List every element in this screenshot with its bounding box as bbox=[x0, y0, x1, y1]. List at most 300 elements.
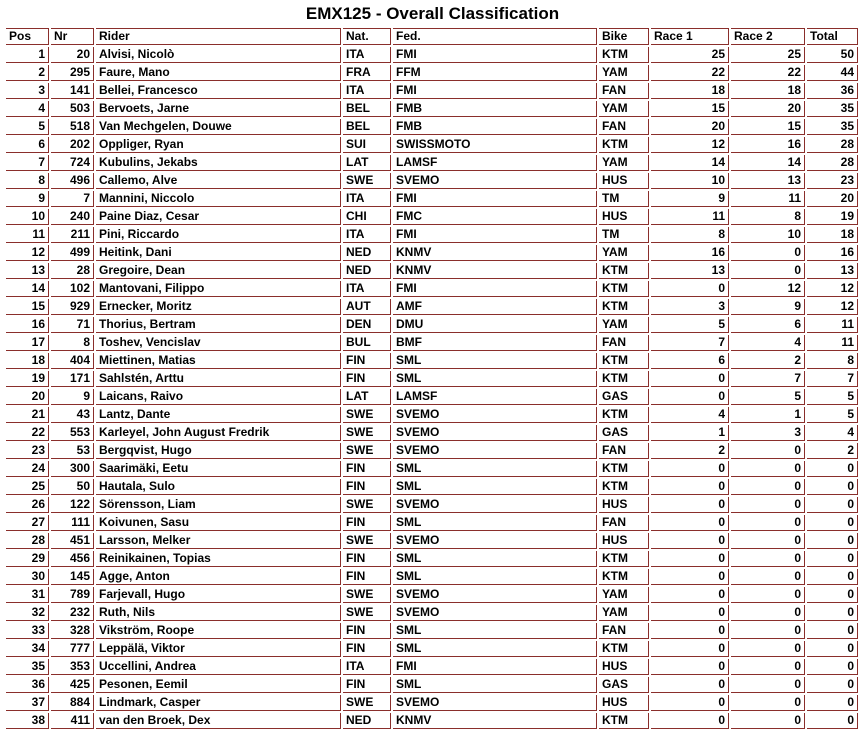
cell-race2: 3 bbox=[731, 425, 805, 441]
cell-fed: FMI bbox=[393, 227, 597, 243]
cell-pos: 4 bbox=[6, 101, 49, 117]
cell-total: 13 bbox=[807, 263, 858, 279]
cell-total: 0 bbox=[807, 713, 858, 729]
cell-race2: 0 bbox=[731, 245, 805, 261]
cell-nat: SWE bbox=[343, 695, 391, 711]
cell-race1: 0 bbox=[651, 389, 729, 405]
cell-rider: Mantovani, Filippo bbox=[96, 281, 341, 297]
cell-nat: FRA bbox=[343, 65, 391, 81]
cell-nat: DEN bbox=[343, 317, 391, 333]
cell-race1: 0 bbox=[651, 551, 729, 567]
table-row bbox=[6, 353, 858, 369]
cell-pos: 21 bbox=[6, 407, 49, 423]
cell-total: 5 bbox=[807, 407, 858, 423]
cell-race2: 2 bbox=[731, 353, 805, 369]
cell-total: 0 bbox=[807, 533, 858, 549]
cell-fed: FMI bbox=[393, 83, 597, 99]
cell-race1: 25 bbox=[651, 47, 729, 63]
cell-nat: NED bbox=[343, 713, 391, 729]
cell-nat: CHI bbox=[343, 209, 391, 225]
cell-fed: SVEMO bbox=[393, 605, 597, 621]
cell-race1: 14 bbox=[651, 155, 729, 171]
cell-nat: FIN bbox=[343, 515, 391, 531]
cell-pos: 31 bbox=[6, 587, 49, 603]
cell-nat: ITA bbox=[343, 47, 391, 63]
cell-nr: 884 bbox=[51, 695, 94, 711]
table-row bbox=[6, 263, 858, 279]
cell-nr: 50 bbox=[51, 479, 94, 495]
cell-race1: 0 bbox=[651, 605, 729, 621]
cell-fed: FMI bbox=[393, 659, 597, 675]
cell-pos: 3 bbox=[6, 83, 49, 99]
cell-nr: 789 bbox=[51, 587, 94, 603]
cell-bike: KTM bbox=[599, 551, 649, 567]
cell-rider: Larsson, Melker bbox=[96, 533, 341, 549]
cell-race1: 0 bbox=[651, 461, 729, 477]
cell-rider: Callemo, Alve bbox=[96, 173, 341, 189]
table-row bbox=[6, 587, 858, 603]
cell-fed: SML bbox=[393, 371, 597, 387]
table-row bbox=[6, 533, 858, 549]
cell-fed: SVEMO bbox=[393, 407, 597, 423]
cell-race1: 0 bbox=[651, 641, 729, 657]
cell-nr: 295 bbox=[51, 65, 94, 81]
cell-total: 0 bbox=[807, 605, 858, 621]
table-row bbox=[6, 623, 858, 639]
cell-race2: 0 bbox=[731, 515, 805, 531]
cell-nr: 111 bbox=[51, 515, 94, 531]
cell-race2: 14 bbox=[731, 155, 805, 171]
cell-nr: 71 bbox=[51, 317, 94, 333]
cell-nr: 451 bbox=[51, 533, 94, 549]
cell-pos: 8 bbox=[6, 173, 49, 189]
cell-fed: LAMSF bbox=[393, 389, 597, 405]
cell-nat: ITA bbox=[343, 83, 391, 99]
cell-race1: 5 bbox=[651, 317, 729, 333]
cell-nat: BEL bbox=[343, 101, 391, 117]
cell-nr: 300 bbox=[51, 461, 94, 477]
table-row bbox=[6, 371, 858, 387]
cell-bike: KTM bbox=[599, 371, 649, 387]
cell-bike: KTM bbox=[599, 461, 649, 477]
cell-race2: 13 bbox=[731, 173, 805, 189]
col-header-total: Total bbox=[807, 28, 858, 45]
cell-rider: Oppliger, Ryan bbox=[96, 137, 341, 153]
cell-fed: AMF bbox=[393, 299, 597, 315]
cell-pos: 32 bbox=[6, 605, 49, 621]
col-header-nat: Nat. bbox=[343, 28, 391, 45]
cell-race1: 0 bbox=[651, 497, 729, 513]
table-row bbox=[6, 227, 858, 243]
cell-bike: FAN bbox=[599, 83, 649, 99]
cell-total: 0 bbox=[807, 497, 858, 513]
cell-pos: 29 bbox=[6, 551, 49, 567]
cell-total: 0 bbox=[807, 587, 858, 603]
cell-nr: 328 bbox=[51, 623, 94, 639]
cell-pos: 12 bbox=[6, 245, 49, 261]
cell-rider: Karleyel, John August Fredrik bbox=[96, 425, 341, 441]
cell-pos: 17 bbox=[6, 335, 49, 351]
cell-race2: 0 bbox=[731, 551, 805, 567]
cell-fed: FMI bbox=[393, 191, 597, 207]
col-header-bike: Bike bbox=[599, 28, 649, 45]
cell-race2: 7 bbox=[731, 371, 805, 387]
cell-fed: SVEMO bbox=[393, 173, 597, 189]
cell-rider: Mannini, Niccolo bbox=[96, 191, 341, 207]
col-header-race1: Race 1 bbox=[651, 28, 729, 45]
cell-nr: 9 bbox=[51, 389, 94, 405]
cell-race2: 0 bbox=[731, 461, 805, 477]
cell-nat: SWE bbox=[343, 605, 391, 621]
cell-fed: KNMV bbox=[393, 713, 597, 729]
cell-nr: 456 bbox=[51, 551, 94, 567]
cell-nr: 724 bbox=[51, 155, 94, 171]
cell-race1: 0 bbox=[651, 371, 729, 387]
cell-pos: 28 bbox=[6, 533, 49, 549]
cell-race2: 0 bbox=[731, 497, 805, 513]
cell-race1: 7 bbox=[651, 335, 729, 351]
cell-nat: NED bbox=[343, 245, 391, 261]
cell-fed: FMC bbox=[393, 209, 597, 225]
cell-nr: 28 bbox=[51, 263, 94, 279]
cell-pos: 22 bbox=[6, 425, 49, 441]
cell-fed: SML bbox=[393, 353, 597, 369]
cell-race2: 0 bbox=[731, 443, 805, 459]
col-header-nr: Nr bbox=[51, 28, 94, 45]
cell-nr: 211 bbox=[51, 227, 94, 243]
cell-total: 28 bbox=[807, 155, 858, 171]
cell-fed: SML bbox=[393, 569, 597, 585]
cell-total: 23 bbox=[807, 173, 858, 189]
cell-total: 2 bbox=[807, 443, 858, 459]
cell-fed: SVEMO bbox=[393, 425, 597, 441]
cell-bike: KTM bbox=[599, 353, 649, 369]
cell-race2: 0 bbox=[731, 623, 805, 639]
cell-race2: 22 bbox=[731, 65, 805, 81]
cell-bike: YAM bbox=[599, 317, 649, 333]
cell-race1: 1 bbox=[651, 425, 729, 441]
cell-total: 0 bbox=[807, 695, 858, 711]
table-row bbox=[6, 443, 858, 459]
cell-total: 11 bbox=[807, 335, 858, 351]
cell-race2: 25 bbox=[731, 47, 805, 63]
cell-nr: 425 bbox=[51, 677, 94, 693]
cell-nr: 7 bbox=[51, 191, 94, 207]
table-row bbox=[6, 389, 858, 405]
cell-total: 5 bbox=[807, 389, 858, 405]
cell-race1: 15 bbox=[651, 101, 729, 117]
cell-nr: 43 bbox=[51, 407, 94, 423]
cell-rider: Toshev, Vencislav bbox=[96, 335, 341, 351]
cell-bike: FAN bbox=[599, 515, 649, 531]
cell-bike: GAS bbox=[599, 677, 649, 693]
cell-race2: 6 bbox=[731, 317, 805, 333]
cell-nat: LAT bbox=[343, 155, 391, 171]
cell-nat: LAT bbox=[343, 389, 391, 405]
cell-race1: 16 bbox=[651, 245, 729, 261]
cell-bike: YAM bbox=[599, 587, 649, 603]
cell-nat: SWE bbox=[343, 533, 391, 549]
cell-race2: 20 bbox=[731, 101, 805, 117]
col-header-fed: Fed. bbox=[393, 28, 597, 45]
table-row bbox=[6, 713, 858, 729]
cell-total: 19 bbox=[807, 209, 858, 225]
cell-pos: 13 bbox=[6, 263, 49, 279]
cell-race1: 0 bbox=[651, 569, 729, 585]
cell-nat: FIN bbox=[343, 677, 391, 693]
cell-total: 44 bbox=[807, 65, 858, 81]
cell-race2: 8 bbox=[731, 209, 805, 225]
cell-race2: 12 bbox=[731, 281, 805, 297]
cell-race2: 18 bbox=[731, 83, 805, 99]
cell-fed: SVEMO bbox=[393, 695, 597, 711]
cell-fed: BMF bbox=[393, 335, 597, 351]
cell-fed: FMB bbox=[393, 119, 597, 135]
table-body bbox=[6, 47, 858, 729]
cell-race2: 4 bbox=[731, 335, 805, 351]
cell-fed: SVEMO bbox=[393, 533, 597, 549]
cell-rider: Faure, Mano bbox=[96, 65, 341, 81]
cell-nat: BUL bbox=[343, 335, 391, 351]
cell-nat: FIN bbox=[343, 551, 391, 567]
cell-total: 18 bbox=[807, 227, 858, 243]
cell-bike: KTM bbox=[599, 569, 649, 585]
cell-rider: Pini, Riccardo bbox=[96, 227, 341, 243]
cell-bike: KTM bbox=[599, 299, 649, 315]
cell-pos: 36 bbox=[6, 677, 49, 693]
cell-rider: Agge, Anton bbox=[96, 569, 341, 585]
cell-rider: Lantz, Dante bbox=[96, 407, 341, 423]
cell-nat: ITA bbox=[343, 281, 391, 297]
cell-bike: FAN bbox=[599, 443, 649, 459]
cell-total: 0 bbox=[807, 677, 858, 693]
cell-bike: HUS bbox=[599, 209, 649, 225]
cell-nr: 53 bbox=[51, 443, 94, 459]
table-row bbox=[6, 461, 858, 477]
cell-bike: YAM bbox=[599, 101, 649, 117]
cell-total: 0 bbox=[807, 569, 858, 585]
cell-rider: Uccellini, Andrea bbox=[96, 659, 341, 675]
cell-race2: 0 bbox=[731, 659, 805, 675]
table-row bbox=[6, 299, 858, 315]
cell-rider: Alvisi, Nicolò bbox=[96, 47, 341, 63]
cell-pos: 34 bbox=[6, 641, 49, 657]
cell-bike: YAM bbox=[599, 65, 649, 81]
table-row bbox=[6, 65, 858, 81]
cell-total: 11 bbox=[807, 317, 858, 333]
page-title: EMX125 - Overall Classification bbox=[305, 4, 560, 23]
cell-total: 12 bbox=[807, 299, 858, 315]
cell-nr: 141 bbox=[51, 83, 94, 99]
cell-bike: KTM bbox=[599, 137, 649, 153]
cell-rider: Thorius, Bertram bbox=[96, 317, 341, 333]
cell-rider: Leppälä, Viktor bbox=[96, 641, 341, 657]
table-row bbox=[6, 83, 858, 99]
table-row bbox=[6, 317, 858, 333]
table-row bbox=[6, 515, 858, 531]
cell-rider: Saarimäki, Eetu bbox=[96, 461, 341, 477]
cell-bike: YAM bbox=[599, 605, 649, 621]
cell-race1: 0 bbox=[651, 623, 729, 639]
cell-bike: KTM bbox=[599, 641, 649, 657]
cell-rider: Ruth, Nils bbox=[96, 605, 341, 621]
cell-nr: 202 bbox=[51, 137, 94, 153]
cell-rider: Bellei, Francesco bbox=[96, 83, 341, 99]
cell-fed: SML bbox=[393, 677, 597, 693]
cell-fed: SML bbox=[393, 641, 597, 657]
cell-nr: 145 bbox=[51, 569, 94, 585]
cell-race1: 0 bbox=[651, 587, 729, 603]
cell-pos: 9 bbox=[6, 191, 49, 207]
cell-bike: GAS bbox=[599, 425, 649, 441]
cell-bike: YAM bbox=[599, 155, 649, 171]
cell-nr: 102 bbox=[51, 281, 94, 297]
cell-pos: 10 bbox=[6, 209, 49, 225]
cell-nat: ITA bbox=[343, 191, 391, 207]
cell-nat: ITA bbox=[343, 227, 391, 243]
cell-nr: 929 bbox=[51, 299, 94, 315]
cell-fed: SML bbox=[393, 461, 597, 477]
cell-total: 50 bbox=[807, 47, 858, 63]
cell-fed: SVEMO bbox=[393, 587, 597, 603]
cell-pos: 25 bbox=[6, 479, 49, 495]
cell-nr: 232 bbox=[51, 605, 94, 621]
cell-race1: 6 bbox=[651, 353, 729, 369]
table-row bbox=[6, 335, 858, 351]
cell-fed: FFM bbox=[393, 65, 597, 81]
cell-rider: Sahlstén, Arttu bbox=[96, 371, 341, 387]
cell-fed: SWISSMOTO bbox=[393, 137, 597, 153]
cell-fed: FMB bbox=[393, 101, 597, 117]
cell-nr: 353 bbox=[51, 659, 94, 675]
cell-rider: Heitink, Dani bbox=[96, 245, 341, 261]
cell-total: 7 bbox=[807, 371, 858, 387]
cell-nr: 8 bbox=[51, 335, 94, 351]
cell-nat: SWE bbox=[343, 173, 391, 189]
cell-rider: Kubulins, Jekabs bbox=[96, 155, 341, 171]
cell-race1: 18 bbox=[651, 83, 729, 99]
cell-race2: 16 bbox=[731, 137, 805, 153]
cell-pos: 23 bbox=[6, 443, 49, 459]
cell-fed: SVEMO bbox=[393, 443, 597, 459]
table-row bbox=[6, 407, 858, 423]
cell-rider: van den Broek, Dex bbox=[96, 713, 341, 729]
cell-race1: 0 bbox=[651, 479, 729, 495]
cell-total: 0 bbox=[807, 515, 858, 531]
cell-pos: 33 bbox=[6, 623, 49, 639]
cell-nat: FIN bbox=[343, 623, 391, 639]
table-row bbox=[6, 641, 858, 657]
table-row bbox=[6, 137, 858, 153]
cell-fed: SML bbox=[393, 515, 597, 531]
table-row bbox=[6, 677, 858, 693]
cell-bike: GAS bbox=[599, 389, 649, 405]
cell-total: 36 bbox=[807, 83, 858, 99]
cell-rider: Vikström, Roope bbox=[96, 623, 341, 639]
cell-nat: FIN bbox=[343, 479, 391, 495]
cell-pos: 19 bbox=[6, 371, 49, 387]
cell-nat: SWE bbox=[343, 587, 391, 603]
cell-race2: 0 bbox=[731, 713, 805, 729]
cell-bike: HUS bbox=[599, 497, 649, 513]
cell-bike: KTM bbox=[599, 407, 649, 423]
cell-pos: 11 bbox=[6, 227, 49, 243]
cell-total: 35 bbox=[807, 119, 858, 135]
table-row bbox=[6, 659, 858, 675]
cell-total: 0 bbox=[807, 551, 858, 567]
cell-nat: SWE bbox=[343, 425, 391, 441]
cell-race1: 2 bbox=[651, 443, 729, 459]
cell-pos: 6 bbox=[6, 137, 49, 153]
cell-bike: TM bbox=[599, 191, 649, 207]
cell-nr: 411 bbox=[51, 713, 94, 729]
cell-pos: 37 bbox=[6, 695, 49, 711]
cell-bike: HUS bbox=[599, 533, 649, 549]
table-row bbox=[6, 101, 858, 117]
col-header-rider: Rider bbox=[96, 28, 341, 45]
table-row bbox=[6, 479, 858, 495]
cell-pos: 16 bbox=[6, 317, 49, 333]
cell-rider: Gregoire, Dean bbox=[96, 263, 341, 279]
cell-race2: 0 bbox=[731, 605, 805, 621]
cell-bike: KTM bbox=[599, 713, 649, 729]
cell-race1: 22 bbox=[651, 65, 729, 81]
cell-nr: 777 bbox=[51, 641, 94, 657]
header-row bbox=[6, 28, 858, 45]
cell-nat: SWE bbox=[343, 407, 391, 423]
cell-pos: 2 bbox=[6, 65, 49, 81]
cell-race1: 13 bbox=[651, 263, 729, 279]
cell-nat: FIN bbox=[343, 371, 391, 387]
cell-nr: 122 bbox=[51, 497, 94, 513]
table-row bbox=[6, 47, 858, 63]
table-row bbox=[6, 497, 858, 513]
cell-race1: 10 bbox=[651, 173, 729, 189]
cell-total: 0 bbox=[807, 659, 858, 675]
cell-nat: NED bbox=[343, 263, 391, 279]
table-row bbox=[6, 695, 858, 711]
cell-race2: 1 bbox=[731, 407, 805, 423]
cell-total: 0 bbox=[807, 641, 858, 657]
cell-pos: 26 bbox=[6, 497, 49, 513]
cell-pos: 18 bbox=[6, 353, 49, 369]
cell-rider: Lindmark, Casper bbox=[96, 695, 341, 711]
table-row bbox=[6, 191, 858, 207]
cell-fed: SVEMO bbox=[393, 497, 597, 513]
cell-nr: 240 bbox=[51, 209, 94, 225]
cell-race2: 0 bbox=[731, 677, 805, 693]
cell-race1: 4 bbox=[651, 407, 729, 423]
cell-pos: 1 bbox=[6, 47, 49, 63]
cell-race1: 8 bbox=[651, 227, 729, 243]
cell-race1: 12 bbox=[651, 137, 729, 153]
cell-race2: 0 bbox=[731, 479, 805, 495]
cell-bike: TM bbox=[599, 227, 649, 243]
cell-rider: Koivunen, Sasu bbox=[96, 515, 341, 531]
cell-race2: 0 bbox=[731, 569, 805, 585]
cell-fed: KNMV bbox=[393, 245, 597, 261]
cell-nr: 20 bbox=[51, 47, 94, 63]
table-row bbox=[6, 281, 858, 297]
cell-race2: 0 bbox=[731, 587, 805, 603]
cell-total: 28 bbox=[807, 137, 858, 153]
cell-pos: 15 bbox=[6, 299, 49, 315]
cell-race1: 0 bbox=[651, 677, 729, 693]
cell-nat: SUI bbox=[343, 137, 391, 153]
cell-nr: 518 bbox=[51, 119, 94, 135]
cell-fed: DMU bbox=[393, 317, 597, 333]
cell-race1: 0 bbox=[651, 659, 729, 675]
